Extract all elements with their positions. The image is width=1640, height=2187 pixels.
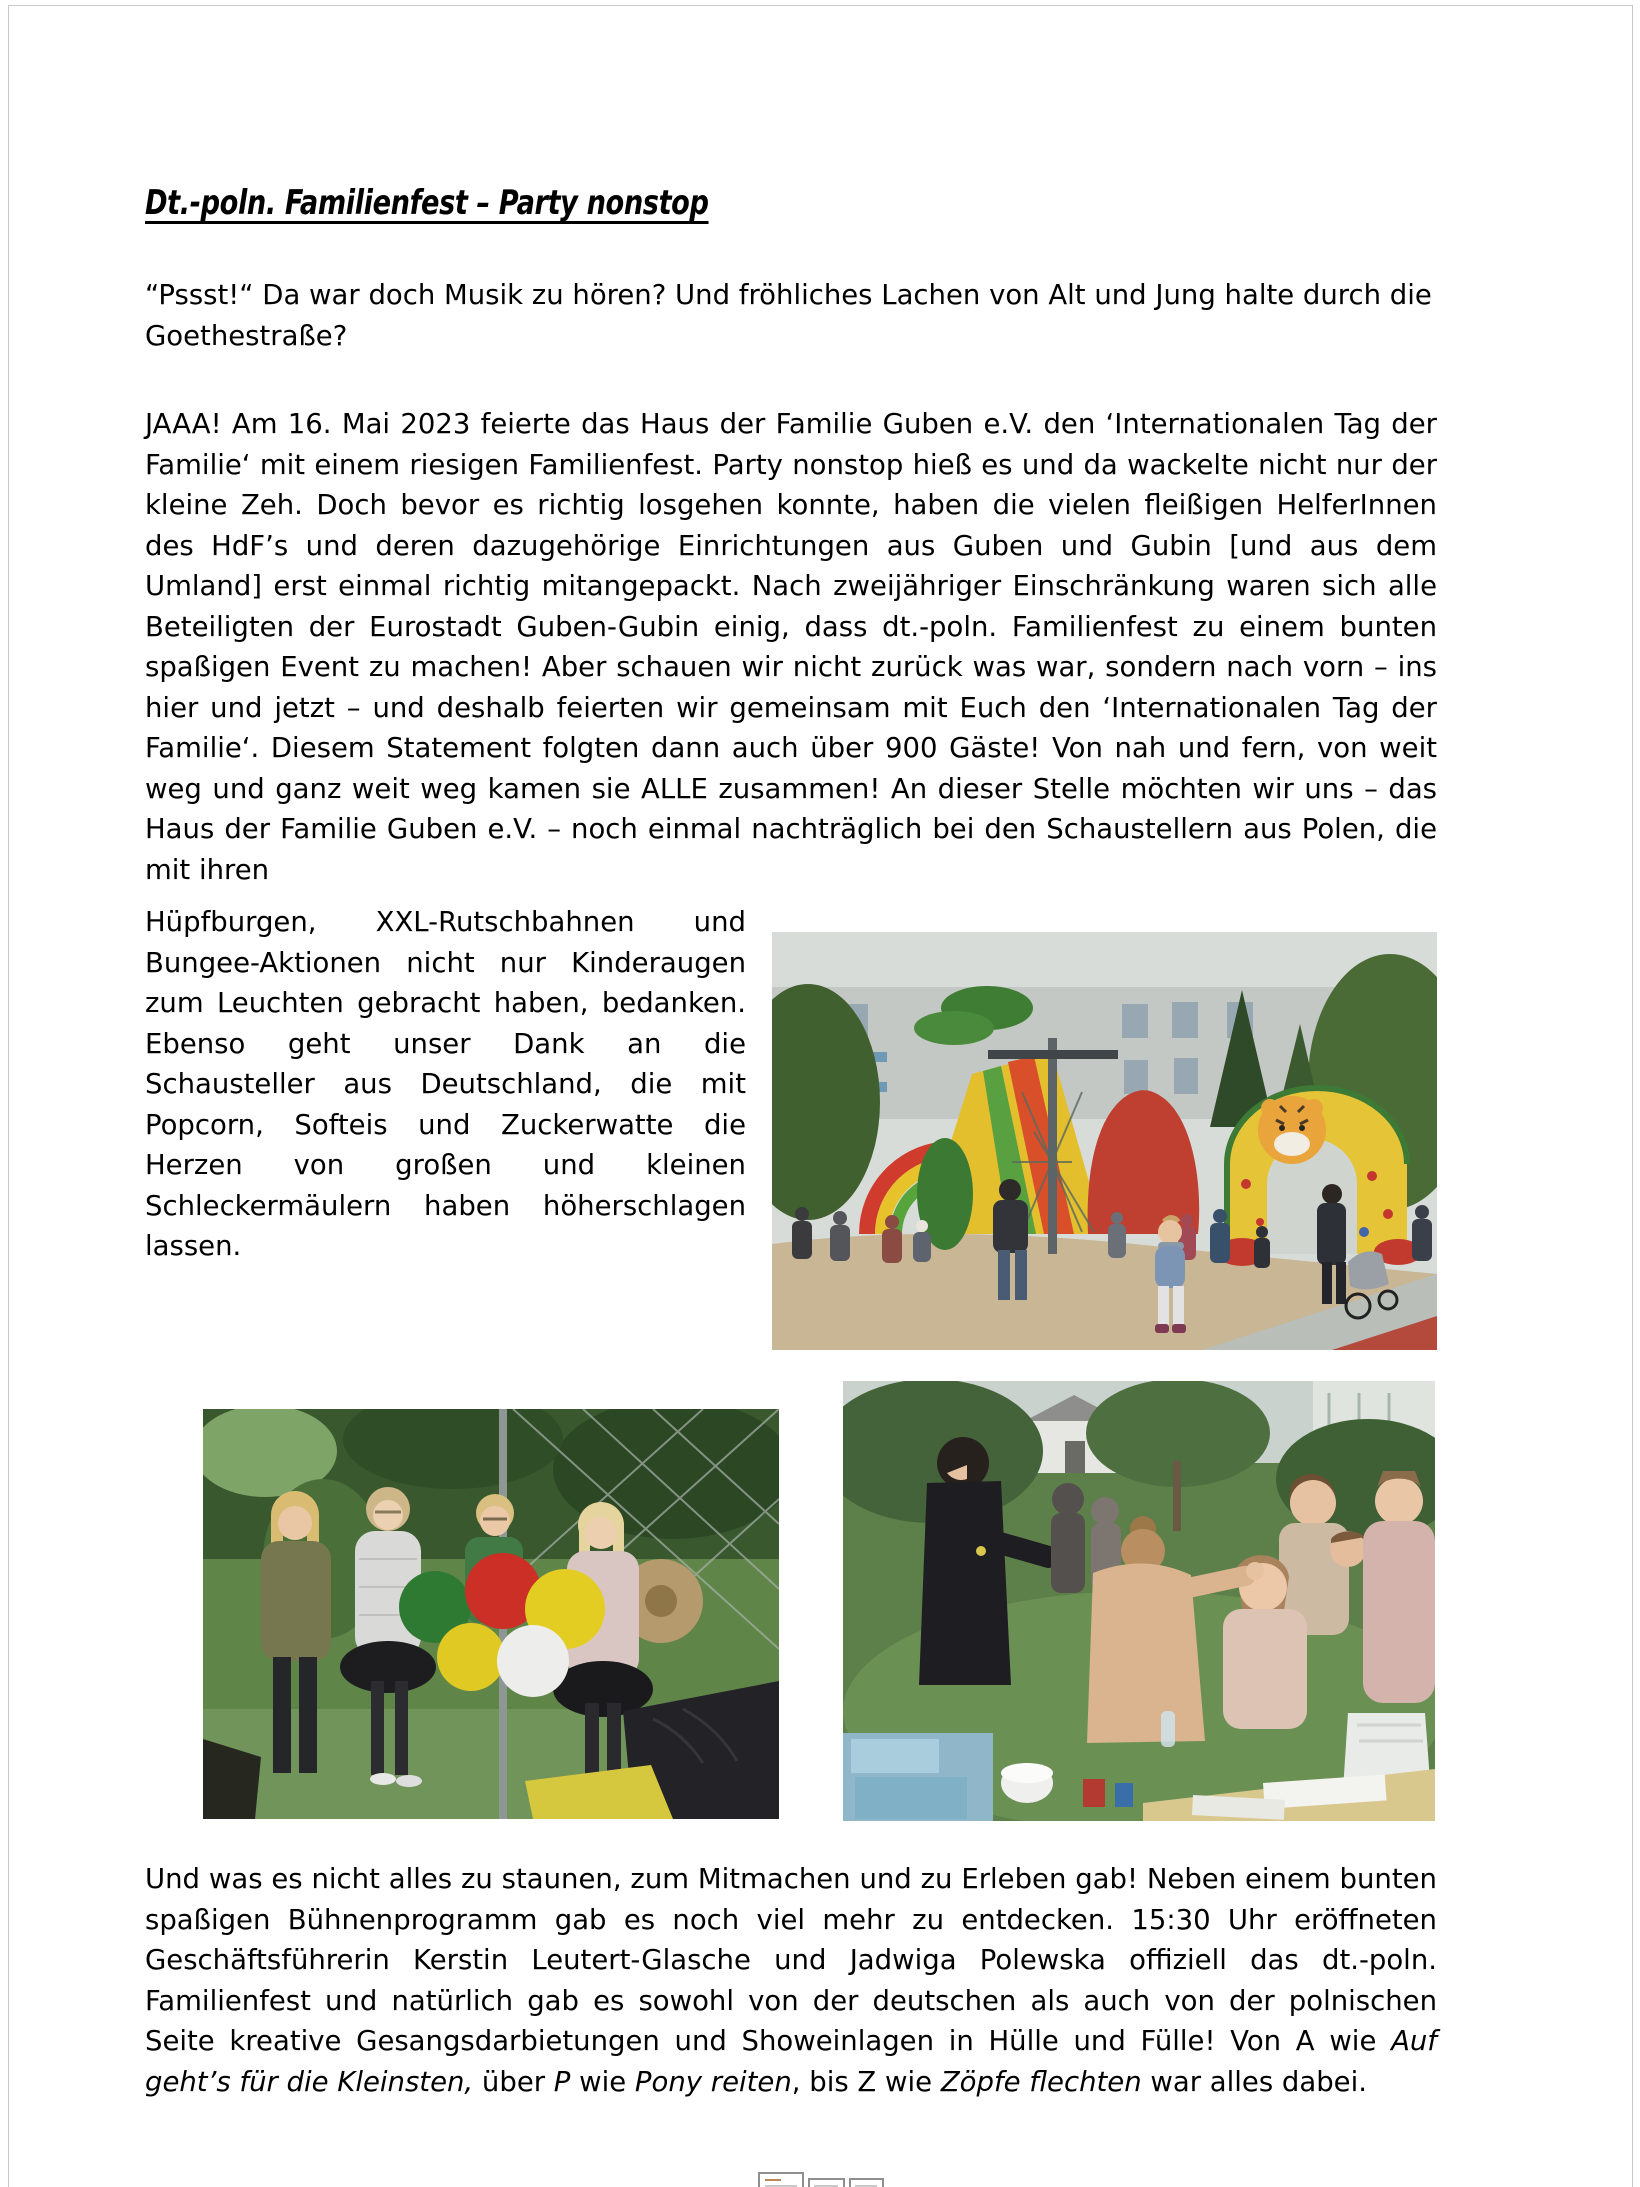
closing-italic-1: Auf geht’s für die Kleinsten,	[145, 2025, 1437, 2098]
page-thumbnail-3	[849, 2178, 884, 2187]
document-title: Dt.-poln. Familienfest – Party nonstop	[145, 183, 709, 223]
inflatables-illustration	[772, 932, 1437, 1350]
page-thumbnail-1	[758, 2172, 804, 2187]
title-row	[145, 181, 1437, 259]
photo-pompoms	[203, 1409, 779, 1819]
photo-facepainting	[843, 1381, 1435, 1821]
main-paragraph-part2: Hüpfburgen, XXL-Rutschbahnen und Bungee-Aktionen nicht nur Kinderaugen zum Leuchten gebracht haben, bedanken. Ebenso geht unser Dank an die Schausteller aus Deutschland, die mit Popcorn, Softeis und Zuckerwatte die Herzen von großen und kleinen Schleckermäulern haben höherschlagen lassen.	[145, 906, 746, 1262]
closing-italic-3: Pony reiten	[634, 2065, 792, 2098]
photo-row	[145, 1381, 1437, 1821]
intro-paragraph: “Pssst!“ Da war doch Musik zu hören? Und fröhliches Lachen von Alt und Jung halte durch die Goethestraße?	[145, 279, 1432, 352]
photo-inflatables	[772, 932, 1437, 1350]
facepainting-illustration	[843, 1381, 1435, 1821]
wrap-section	[145, 902, 1437, 1360]
main-paragraph-part1: JAAA! Am 16. Mai 2023 feierte das Haus der Familie Guben e.V. den ‘Internationalen Tag der Familie‘ mit einem riesigen Familienfest. Party nonstop hieß es und da wackelte nicht nur der kleine Zeh. Doch bevor es richtig losgehen konnte, haben die vielen fleißigen HelferInnen des HdF’s und deren dazugehörige Einrichtungen aus Guben und Gubin [und aus dem Umland] erst einmal richtig mitangepackt. Nach zweijähriger Einschränkung waren sich alle Beteiligten der Eurostadt Guben-Gubin einig, dass dt.-poln. Familienfest zu einem bunten spaßigen Event zu machen! Aber schauen wir nicht zurück was war, sondern nach vorn – ins hier und jetzt – und deshalb feierten wir gemeinsam mit Euch den ‘Internationalen Tag der Familie‘. Diesem Statement folgten dann auch über 900 Gäste! Von nah und fern, von weit weg und ganz weit weg kamen sie ALLE zusammen! An dieser Stelle möchten wir uns – das Haus der Familie Guben e.V. – noch einmal nachträglich bei den Schaustellern aus Polen, die mit ihren	[145, 408, 1437, 886]
closing-italic-2: P	[553, 2065, 571, 2098]
closing-italic-4: Zöpfe flechten	[940, 2065, 1142, 2098]
closing-text-mid3: , bis Z wie	[791, 2065, 941, 2098]
page-content	[145, 0, 1437, 2102]
closing-text-mid2: wie	[570, 2065, 635, 2098]
closing-text-start: Und was es nicht alles zu staunen, zum Mitmachen und zu Erleben gab! Neben einem bunten spaßigen Bühnenprogramm gab es noch viel mehr zu entdecken. 15:30 Uhr eröffneten Geschäftsführerin Kerstin Leutert-Glasche und Jadwiga Polewska offiziell das dt.-poln. Familienfest und natürlich gab es sowohl von der deutschen als auch von der polnischen Seite kreative Gesangsdarbietungen und Showeinlagen in Hülle und Fülle! Von A wie	[145, 1863, 1437, 2057]
closing-text-mid1: über	[473, 2065, 554, 2098]
closing-text-end: war alles dabei.	[1141, 2065, 1367, 2098]
page-thumbnail-2	[808, 2178, 845, 2187]
thumbnail-heading-line	[765, 2179, 781, 2181]
closing-paragraph	[145, 1859, 1437, 2102]
pompoms-illustration	[203, 1409, 779, 1819]
